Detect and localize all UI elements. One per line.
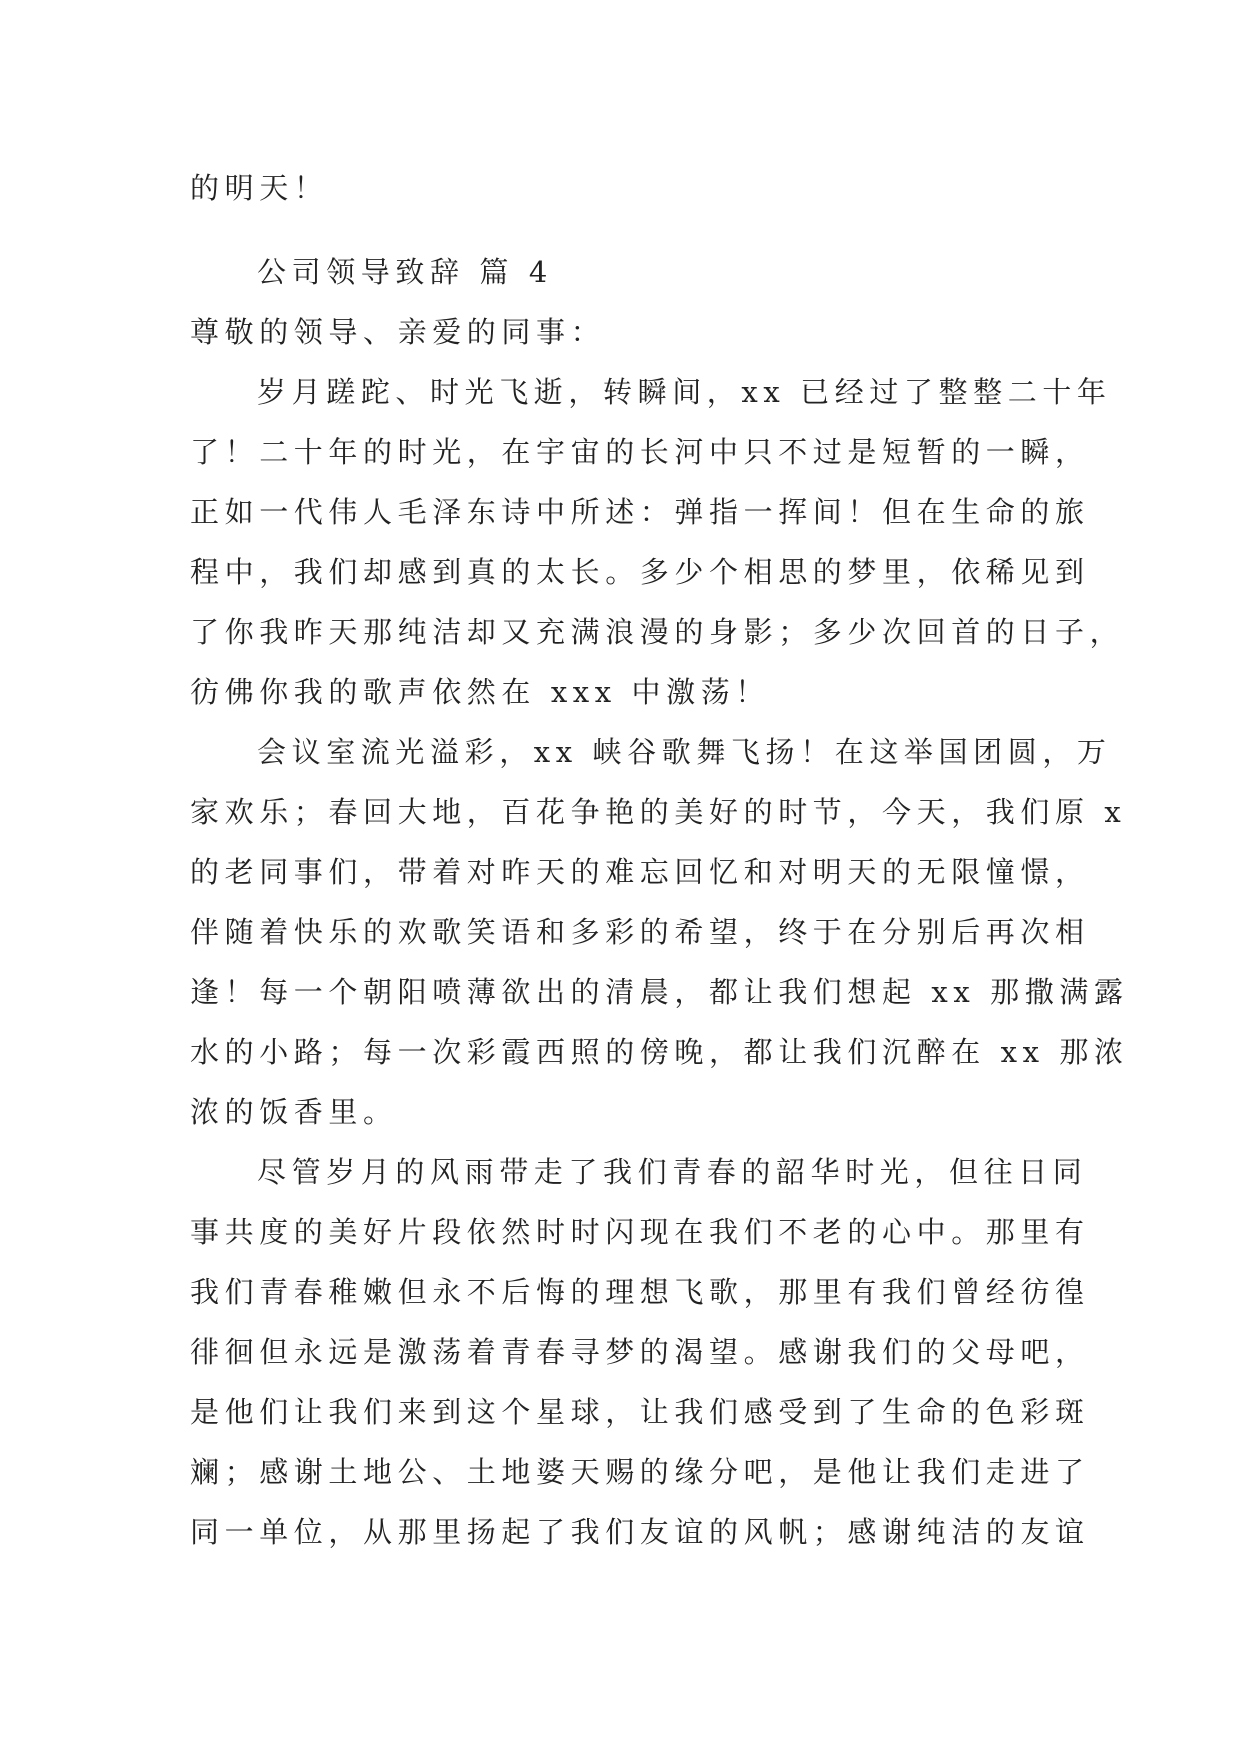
section-title: 公司领导致辞 篇 4 (257, 255, 553, 289)
paragraph-line: 的老同事们，带着对昨天的难忘回忆和对明天的无限憧憬， (190, 855, 1090, 889)
paragraph-line: 家欢乐；春回大地，百花争艳的美好的时节，今天，我们原 x (190, 795, 1127, 829)
paragraph-line: 浓的饭香里。 (190, 1095, 398, 1129)
paragraph-line: 斓；感谢土地公、土地婆天赐的缘分吧，是他让我们走进了 (190, 1455, 1090, 1489)
paragraph-line: 正如一代伟人毛泽东诗中所述：弹指一挥间！但在生命的旅 (190, 495, 1090, 529)
paragraph-line: 伴随着快乐的欢歌笑语和多彩的希望，终于在分别后再次相 (190, 915, 1090, 949)
paragraph-line: 了你我昨天那纯洁却又充满浪漫的身影；多少次回首的日子， (190, 615, 1125, 649)
paragraph-line: 逢！每一个朝阳喷薄欲出的清晨，都让我们想起 xx 那撒满露 (190, 975, 1129, 1009)
paragraph-line: 了！二十年的时光，在宇宙的长河中只不过是短暂的一瞬， (190, 435, 1090, 469)
paragraph-line: 水的小路；每一次彩霞西照的傍晚，都让我们沉醉在 xx 那浓 (190, 1035, 1129, 1069)
paragraph-line: 尽管岁月的风雨带走了我们青春的韶华时光，但往日同 (257, 1155, 1088, 1189)
paragraph-line: 我们青春稚嫩但永不后悔的理想飞歌，那里有我们曾经彷徨 (190, 1275, 1090, 1309)
paragraph-line: 会议室流光溢彩，xx 峡谷歌舞飞扬！在这举国团圆，万 (257, 735, 1112, 769)
paragraph-line: 是他们让我们来到这个星球，让我们感受到了生命的色彩斑 (190, 1395, 1090, 1429)
paragraph-line: 程中，我们却感到真的太长。多少个相思的梦里，依稀见到 (190, 555, 1090, 589)
paragraph-line: 徘徊但永远是激荡着青春寻梦的渴望。感谢我们的父母吧， (190, 1335, 1090, 1369)
paragraph-line: 事共度的美好片段依然时时闪现在我们不老的心中。那里有 (190, 1215, 1090, 1249)
paragraph-line: 同一单位，从那里扬起了我们友谊的风帆；感谢纯洁的友谊 (190, 1515, 1090, 1549)
paragraph-line: 岁月蹉跎、时光飞逝，转瞬间，xx 已经过了整整二十年 (257, 375, 1112, 409)
salutation: 尊敬的领导、亲爱的同事： (190, 315, 606, 349)
continuation-line: 的明天！ (190, 171, 329, 205)
paragraph-line: 彷佛你我的歌声依然在 xxx 中激荡！ (190, 675, 770, 709)
